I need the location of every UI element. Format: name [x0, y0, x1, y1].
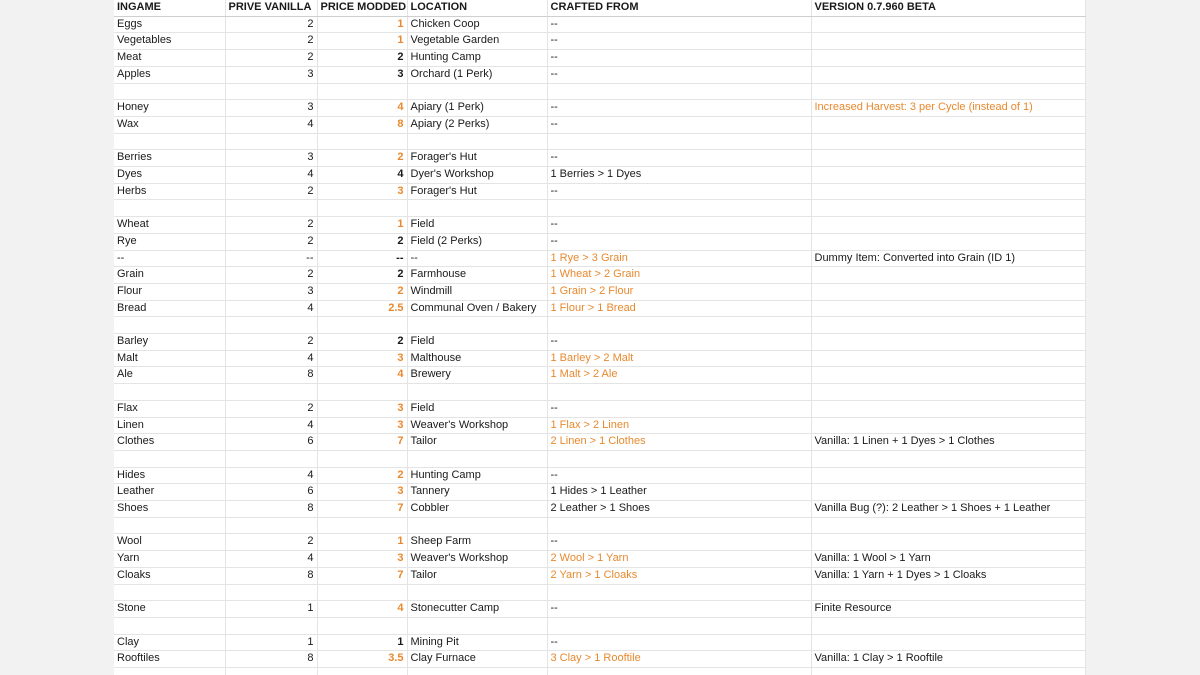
- cell-crafted-from[interactable]: 1 Wheat > 2 Grain: [547, 267, 811, 284]
- cell-prive-vanilla[interactable]: 2: [225, 183, 317, 200]
- cell-prive-vanilla[interactable]: [225, 83, 317, 100]
- cell-price-modded[interactable]: 3: [317, 400, 407, 417]
- table-row: [114, 417, 1085, 434]
- cell-price-modded[interactable]: 3: [317, 66, 407, 83]
- cell-price-modded[interactable]: 4: [317, 100, 407, 117]
- table-row: [114, 434, 1085, 451]
- cell-location[interactable]: [407, 450, 547, 467]
- cell-version-note[interactable]: Vanilla Bug (?): 2 Leather > 1 Shoes + 1 Leather: [811, 501, 1085, 518]
- cell-version-note[interactable]: [811, 467, 1085, 484]
- cell-crafted-from[interactable]: --: [547, 50, 811, 67]
- cell-location[interactable]: [407, 384, 547, 401]
- table-row: [114, 183, 1085, 200]
- cell-ingame[interactable]: Grain: [114, 267, 225, 284]
- cell-price-modded[interactable]: 7: [317, 501, 407, 518]
- cell-price-modded[interactable]: [317, 133, 407, 150]
- cell-crafted-from[interactable]: --: [547, 334, 811, 351]
- cell-location[interactable]: Forager's Hut: [407, 183, 547, 200]
- cell-location[interactable]: Clay Furnace: [407, 651, 547, 668]
- cell-ingame[interactable]: Apples: [114, 66, 225, 83]
- table-body: [114, 16, 1085, 675]
- table-row: [114, 634, 1085, 651]
- cell-price-modded[interactable]: 1: [317, 217, 407, 234]
- cell-prive-vanilla[interactable]: [225, 667, 317, 675]
- cell-crafted-from[interactable]: 2 Linen > 1 Clothes: [547, 434, 811, 451]
- table-row: [114, 233, 1085, 250]
- header-version[interactable]: VERSION 0.7.960 BETA: [811, 0, 1085, 16]
- cell-version-note[interactable]: [811, 50, 1085, 67]
- cell-ingame[interactable]: Herbs: [114, 183, 225, 200]
- cell-prive-vanilla[interactable]: 4: [225, 350, 317, 367]
- cell-price-modded[interactable]: 4: [317, 167, 407, 184]
- cell-price-modded[interactable]: 8: [317, 116, 407, 133]
- cell-price-modded[interactable]: 7: [317, 434, 407, 451]
- cell-crafted-from[interactable]: 1 Berries > 1 Dyes: [547, 167, 811, 184]
- cell-prive-vanilla[interactable]: 2: [225, 50, 317, 67]
- cell-location[interactable]: Chicken Coop: [407, 16, 547, 33]
- cell-price-modded[interactable]: [317, 83, 407, 100]
- cell-prive-vanilla[interactable]: [225, 317, 317, 334]
- cell-version-note[interactable]: [811, 233, 1085, 250]
- cell-price-modded[interactable]: 1: [317, 16, 407, 33]
- cell-version-note[interactable]: [811, 66, 1085, 83]
- cell-crafted-from[interactable]: [547, 517, 811, 534]
- table-row: [114, 133, 1085, 150]
- cell-ingame[interactable]: Vegetables: [114, 33, 225, 50]
- cell-price-modded[interactable]: 2: [317, 150, 407, 167]
- cell-location[interactable]: [407, 517, 547, 534]
- cell-crafted-from[interactable]: --: [547, 400, 811, 417]
- cell-location[interactable]: [407, 200, 547, 217]
- cell-ingame[interactable]: Linen: [114, 417, 225, 434]
- cell-price-modded[interactable]: 2.5: [317, 300, 407, 317]
- cell-crafted-from[interactable]: --: [547, 534, 811, 551]
- table-row: [114, 551, 1085, 568]
- cell-ingame[interactable]: Stone: [114, 601, 225, 618]
- cell-ingame[interactable]: Wax: [114, 116, 225, 133]
- table-row: [114, 651, 1085, 668]
- cell-location[interactable]: Dyer's Workshop: [407, 167, 547, 184]
- cell-crafted-from[interactable]: [547, 384, 811, 401]
- cell-version-note[interactable]: [811, 183, 1085, 200]
- cell-ingame[interactable]: [114, 83, 225, 100]
- cell-ingame[interactable]: [114, 450, 225, 467]
- table-row: [114, 66, 1085, 83]
- cell-location[interactable]: [407, 667, 547, 675]
- cell-prive-vanilla[interactable]: 8: [225, 501, 317, 518]
- cell-prive-vanilla[interactable]: 4: [225, 116, 317, 133]
- cell-location[interactable]: Orchard (1 Perk): [407, 66, 547, 83]
- cell-price-modded[interactable]: [317, 450, 407, 467]
- cell-price-modded[interactable]: 2: [317, 283, 407, 300]
- cell-prive-vanilla[interactable]: 3: [225, 66, 317, 83]
- cell-location[interactable]: [407, 133, 547, 150]
- cell-ingame[interactable]: Eggs: [114, 16, 225, 33]
- cell-version-note[interactable]: [811, 217, 1085, 234]
- table-row: [114, 300, 1085, 317]
- cell-price-modded[interactable]: 3.5: [317, 651, 407, 668]
- table-row: [114, 484, 1085, 501]
- cell-ingame[interactable]: [114, 584, 225, 601]
- cell-price-modded[interactable]: [317, 584, 407, 601]
- cell-version-note[interactable]: [811, 350, 1085, 367]
- cell-version-note[interactable]: [811, 417, 1085, 434]
- cell-ingame[interactable]: Berries: [114, 150, 225, 167]
- cell-location[interactable]: Vegetable Garden: [407, 33, 547, 50]
- table-row: [114, 100, 1085, 117]
- cell-crafted-from[interactable]: --: [547, 233, 811, 250]
- cell-version-note[interactable]: [811, 200, 1085, 217]
- table-row: [114, 167, 1085, 184]
- cell-ingame[interactable]: Honey: [114, 100, 225, 117]
- cell-location[interactable]: Hunting Camp: [407, 50, 547, 67]
- cell-price-modded[interactable]: 3: [317, 417, 407, 434]
- cell-prive-vanilla[interactable]: 4: [225, 551, 317, 568]
- cell-crafted-from[interactable]: 1 Rye > 3 Grain: [547, 250, 811, 267]
- table-row: [114, 116, 1085, 133]
- cell-crafted-from[interactable]: 2 Yarn > 1 Cloaks: [547, 567, 811, 584]
- table-row: [114, 217, 1085, 234]
- table-row: [114, 467, 1085, 484]
- price-table: [114, 0, 1086, 675]
- header-ingame[interactable]: INGAME: [114, 0, 225, 16]
- cell-prive-vanilla[interactable]: [225, 133, 317, 150]
- cell-crafted-from[interactable]: [547, 584, 811, 601]
- cell-version-note[interactable]: [811, 584, 1085, 601]
- table-row: [114, 667, 1085, 675]
- cell-version-note[interactable]: [811, 116, 1085, 133]
- cell-version-note[interactable]: Increased Harvest: 3 per Cycle (instead of 1): [811, 100, 1085, 117]
- cell-version-note[interactable]: [811, 317, 1085, 334]
- cell-location[interactable]: Stonecutter Camp: [407, 601, 547, 618]
- cell-prive-vanilla[interactable]: [225, 200, 317, 217]
- cell-prive-vanilla[interactable]: --: [225, 250, 317, 267]
- table-row: [114, 617, 1085, 634]
- cell-crafted-from[interactable]: --: [547, 16, 811, 33]
- cell-ingame[interactable]: Cloaks: [114, 567, 225, 584]
- cell-ingame[interactable]: Shoes: [114, 501, 225, 518]
- cell-prive-vanilla[interactable]: 2: [225, 217, 317, 234]
- cell-price-modded[interactable]: 7: [317, 567, 407, 584]
- cell-version-note[interactable]: [811, 400, 1085, 417]
- table-row: [114, 250, 1085, 267]
- cell-crafted-from[interactable]: --: [547, 183, 811, 200]
- cell-version-note[interactable]: Finite Resource: [811, 601, 1085, 618]
- cell-prive-vanilla[interactable]: 3: [225, 283, 317, 300]
- cell-version-note[interactable]: [811, 534, 1085, 551]
- cell-version-note[interactable]: [811, 150, 1085, 167]
- cell-crafted-from[interactable]: 1 Malt > 2 Ale: [547, 367, 811, 384]
- cell-version-note[interactable]: [811, 517, 1085, 534]
- cell-price-modded[interactable]: 1: [317, 33, 407, 50]
- cell-ingame[interactable]: Malt: [114, 350, 225, 367]
- table-row: [114, 384, 1085, 401]
- cell-prive-vanilla[interactable]: 8: [225, 567, 317, 584]
- cell-crafted-from[interactable]: 1 Flax > 2 Linen: [547, 417, 811, 434]
- cell-ingame[interactable]: Flax: [114, 400, 225, 417]
- cell-ingame[interactable]: Dyes: [114, 167, 225, 184]
- cell-prive-vanilla[interactable]: 6: [225, 484, 317, 501]
- cell-location[interactable]: Farmhouse: [407, 267, 547, 284]
- cell-location[interactable]: Brewery: [407, 367, 547, 384]
- header-prive-vanilla[interactable]: PRIVE VANILLA: [225, 0, 317, 16]
- cell-ingame[interactable]: Rooftiles: [114, 651, 225, 668]
- cell-crafted-from[interactable]: [547, 83, 811, 100]
- cell-version-note[interactable]: [811, 33, 1085, 50]
- cell-location[interactable]: Tailor: [407, 567, 547, 584]
- cell-ingame[interactable]: [114, 617, 225, 634]
- cell-location[interactable]: Sheep Farm: [407, 534, 547, 551]
- table-row: [114, 534, 1085, 551]
- cell-version-note[interactable]: [811, 334, 1085, 351]
- cell-prive-vanilla[interactable]: 8: [225, 367, 317, 384]
- cell-prive-vanilla[interactable]: 6: [225, 434, 317, 451]
- cell-location[interactable]: Communal Oven / Bakery: [407, 300, 547, 317]
- cell-version-note[interactable]: [811, 300, 1085, 317]
- cell-ingame[interactable]: Clay: [114, 634, 225, 651]
- cell-price-modded[interactable]: 2: [317, 334, 407, 351]
- cell-location[interactable]: Apiary (1 Perk): [407, 100, 547, 117]
- cell-ingame[interactable]: Wheat: [114, 217, 225, 234]
- cell-location[interactable]: Cobbler: [407, 501, 547, 518]
- spreadsheet: [114, 0, 1086, 675]
- table-row: [114, 584, 1085, 601]
- cell-location[interactable]: [407, 617, 547, 634]
- cell-price-modded[interactable]: 2: [317, 267, 407, 284]
- cell-crafted-from[interactable]: 2 Leather > 1 Shoes: [547, 501, 811, 518]
- cell-crafted-from[interactable]: --: [547, 467, 811, 484]
- cell-ingame[interactable]: Wool: [114, 534, 225, 551]
- cell-price-modded[interactable]: 1: [317, 634, 407, 651]
- cell-crafted-from[interactable]: 1 Flour > 1 Bread: [547, 300, 811, 317]
- table-row: [114, 400, 1085, 417]
- cell-prive-vanilla[interactable]: 3: [225, 100, 317, 117]
- table-row: [114, 367, 1085, 384]
- cell-location[interactable]: [407, 317, 547, 334]
- cell-crafted-from[interactable]: [547, 200, 811, 217]
- cell-price-modded[interactable]: [317, 517, 407, 534]
- cell-version-note[interactable]: [811, 283, 1085, 300]
- table-row: [114, 200, 1085, 217]
- cell-price-modded[interactable]: 3: [317, 183, 407, 200]
- cell-prive-vanilla[interactable]: [225, 584, 317, 601]
- cell-ingame[interactable]: [114, 667, 225, 675]
- cell-crafted-from[interactable]: --: [547, 116, 811, 133]
- cell-location[interactable]: Tailor: [407, 434, 547, 451]
- cell-crafted-from[interactable]: --: [547, 66, 811, 83]
- table-row: [114, 567, 1085, 584]
- cell-location[interactable]: Field: [407, 334, 547, 351]
- cell-crafted-from[interactable]: --: [547, 100, 811, 117]
- cell-prive-vanilla[interactable]: 2: [225, 334, 317, 351]
- cell-price-modded[interactable]: --: [317, 250, 407, 267]
- cell-prive-vanilla[interactable]: 4: [225, 300, 317, 317]
- cell-ingame[interactable]: [114, 317, 225, 334]
- cell-version-note[interactable]: [811, 450, 1085, 467]
- cell-prive-vanilla[interactable]: 2: [225, 33, 317, 50]
- cell-ingame[interactable]: Flour: [114, 283, 225, 300]
- cell-ingame[interactable]: [114, 200, 225, 217]
- cell-ingame[interactable]: --: [114, 250, 225, 267]
- cell-crafted-from[interactable]: --: [547, 601, 811, 618]
- cell-version-note[interactable]: [811, 634, 1085, 651]
- table-row: [114, 601, 1085, 618]
- cell-ingame[interactable]: [114, 517, 225, 534]
- cell-version-note[interactable]: [811, 16, 1085, 33]
- cell-ingame[interactable]: Leather: [114, 484, 225, 501]
- cell-version-note[interactable]: [811, 617, 1085, 634]
- cell-crafted-from[interactable]: [547, 317, 811, 334]
- cell-location[interactable]: Tannery: [407, 484, 547, 501]
- cell-crafted-from[interactable]: --: [547, 150, 811, 167]
- cell-crafted-from[interactable]: [547, 133, 811, 150]
- cell-location[interactable]: Field (2 Perks): [407, 233, 547, 250]
- cell-prive-vanilla[interactable]: 4: [225, 167, 317, 184]
- cell-prive-vanilla[interactable]: 4: [225, 417, 317, 434]
- cell-prive-vanilla[interactable]: [225, 517, 317, 534]
- header-price-modded[interactable]: PRICE MODDED: [317, 0, 407, 16]
- header-crafted-from[interactable]: CRAFTED FROM: [547, 0, 811, 16]
- cell-prive-vanilla[interactable]: 2: [225, 16, 317, 33]
- cell-ingame[interactable]: Rye: [114, 233, 225, 250]
- cell-location[interactable]: Weaver's Workshop: [407, 551, 547, 568]
- cell-crafted-from[interactable]: --: [547, 217, 811, 234]
- table-row: [114, 283, 1085, 300]
- cell-location[interactable]: --: [407, 250, 547, 267]
- cell-crafted-from[interactable]: 1 Hides > 1 Leather: [547, 484, 811, 501]
- cell-version-note[interactable]: Vanilla: 1 Wool > 1 Yarn: [811, 551, 1085, 568]
- cell-ingame[interactable]: Yarn: [114, 551, 225, 568]
- cell-version-note[interactable]: [811, 367, 1085, 384]
- cell-price-modded[interactable]: [317, 667, 407, 675]
- cell-prive-vanilla[interactable]: 8: [225, 651, 317, 668]
- cell-ingame[interactable]: Ale: [114, 367, 225, 384]
- table-row: [114, 317, 1085, 334]
- header-location[interactable]: LOCATION: [407, 0, 547, 16]
- cell-price-modded[interactable]: 2: [317, 50, 407, 67]
- cell-version-note[interactable]: [811, 484, 1085, 501]
- cell-ingame[interactable]: [114, 133, 225, 150]
- cell-location[interactable]: Forager's Hut: [407, 150, 547, 167]
- cell-version-note[interactable]: Dummy Item: Converted into Grain (ID 1): [811, 250, 1085, 267]
- cell-prive-vanilla[interactable]: 2: [225, 534, 317, 551]
- table-row: [114, 334, 1085, 351]
- cell-version-note[interactable]: [811, 167, 1085, 184]
- cell-prive-vanilla[interactable]: [225, 384, 317, 401]
- cell-price-modded[interactable]: [317, 200, 407, 217]
- table-row: [114, 50, 1085, 67]
- cell-location[interactable]: Weaver's Workshop: [407, 417, 547, 434]
- cell-prive-vanilla[interactable]: 2: [225, 267, 317, 284]
- table-row: [114, 267, 1085, 284]
- cell-version-note[interactable]: Vanilla: 1 Linen + 1 Dyes > 1 Clothes: [811, 434, 1085, 451]
- cell-prive-vanilla[interactable]: 2: [225, 233, 317, 250]
- cell-location[interactable]: [407, 83, 547, 100]
- cell-price-modded[interactable]: 3: [317, 350, 407, 367]
- cell-version-note[interactable]: [811, 384, 1085, 401]
- cell-location[interactable]: [407, 584, 547, 601]
- cell-crafted-from[interactable]: 3 Clay > 1 Rooftile: [547, 651, 811, 668]
- cell-prive-vanilla[interactable]: 2: [225, 400, 317, 417]
- cell-crafted-from[interactable]: [547, 667, 811, 675]
- cell-crafted-from[interactable]: --: [547, 634, 811, 651]
- cell-version-note[interactable]: [811, 667, 1085, 675]
- cell-price-modded[interactable]: [317, 617, 407, 634]
- cell-location[interactable]: Malthouse: [407, 350, 547, 367]
- cell-version-note[interactable]: [811, 83, 1085, 100]
- cell-ingame[interactable]: Bread: [114, 300, 225, 317]
- cell-price-modded[interactable]: 4: [317, 601, 407, 618]
- table-row: [114, 501, 1085, 518]
- cell-price-modded[interactable]: 2: [317, 233, 407, 250]
- cell-crafted-from[interactable]: 1 Grain > 2 Flour: [547, 283, 811, 300]
- cell-ingame[interactable]: Clothes: [114, 434, 225, 451]
- header-row: [114, 0, 1085, 16]
- cell-prive-vanilla[interactable]: 1: [225, 634, 317, 651]
- cell-location[interactable]: Mining Pit: [407, 634, 547, 651]
- table-row: [114, 350, 1085, 367]
- cell-price-modded[interactable]: [317, 317, 407, 334]
- cell-price-modded[interactable]: [317, 384, 407, 401]
- cell-location[interactable]: Apiary (2 Perks): [407, 116, 547, 133]
- cell-price-modded[interactable]: 3: [317, 551, 407, 568]
- cell-price-modded[interactable]: 1: [317, 534, 407, 551]
- cell-ingame[interactable]: Meat: [114, 50, 225, 67]
- cell-price-modded[interactable]: 4: [317, 367, 407, 384]
- cell-version-note[interactable]: Vanilla: 1 Clay > 1 Rooftile: [811, 651, 1085, 668]
- cell-crafted-from[interactable]: [547, 450, 811, 467]
- cell-version-note[interactable]: [811, 133, 1085, 150]
- table-row: [114, 16, 1085, 33]
- cell-crafted-from[interactable]: --: [547, 33, 811, 50]
- cell-prive-vanilla[interactable]: [225, 617, 317, 634]
- cell-location[interactable]: Field: [407, 217, 547, 234]
- cell-prive-vanilla[interactable]: 4: [225, 467, 317, 484]
- cell-crafted-from[interactable]: 2 Wool > 1 Yarn: [547, 551, 811, 568]
- cell-prive-vanilla[interactable]: 3: [225, 150, 317, 167]
- cell-ingame[interactable]: [114, 384, 225, 401]
- cell-price-modded[interactable]: 3: [317, 484, 407, 501]
- cell-version-note[interactable]: [811, 267, 1085, 284]
- cell-location[interactable]: Field: [407, 400, 547, 417]
- cell-version-note[interactable]: Vanilla: 1 Yarn + 1 Dyes > 1 Cloaks: [811, 567, 1085, 584]
- table-row: [114, 83, 1085, 100]
- table-row: [114, 517, 1085, 534]
- cell-crafted-from[interactable]: 1 Barley > 2 Malt: [547, 350, 811, 367]
- table-row: [114, 33, 1085, 50]
- cell-price-modded[interactable]: 2: [317, 467, 407, 484]
- cell-ingame[interactable]: Hides: [114, 467, 225, 484]
- cell-ingame[interactable]: Barley: [114, 334, 225, 351]
- cell-prive-vanilla[interactable]: [225, 450, 317, 467]
- cell-crafted-from[interactable]: [547, 617, 811, 634]
- table-row: [114, 150, 1085, 167]
- cell-location[interactable]: Hunting Camp: [407, 467, 547, 484]
- cell-prive-vanilla[interactable]: 1: [225, 601, 317, 618]
- table-row: [114, 450, 1085, 467]
- cell-location[interactable]: Windmill: [407, 283, 547, 300]
